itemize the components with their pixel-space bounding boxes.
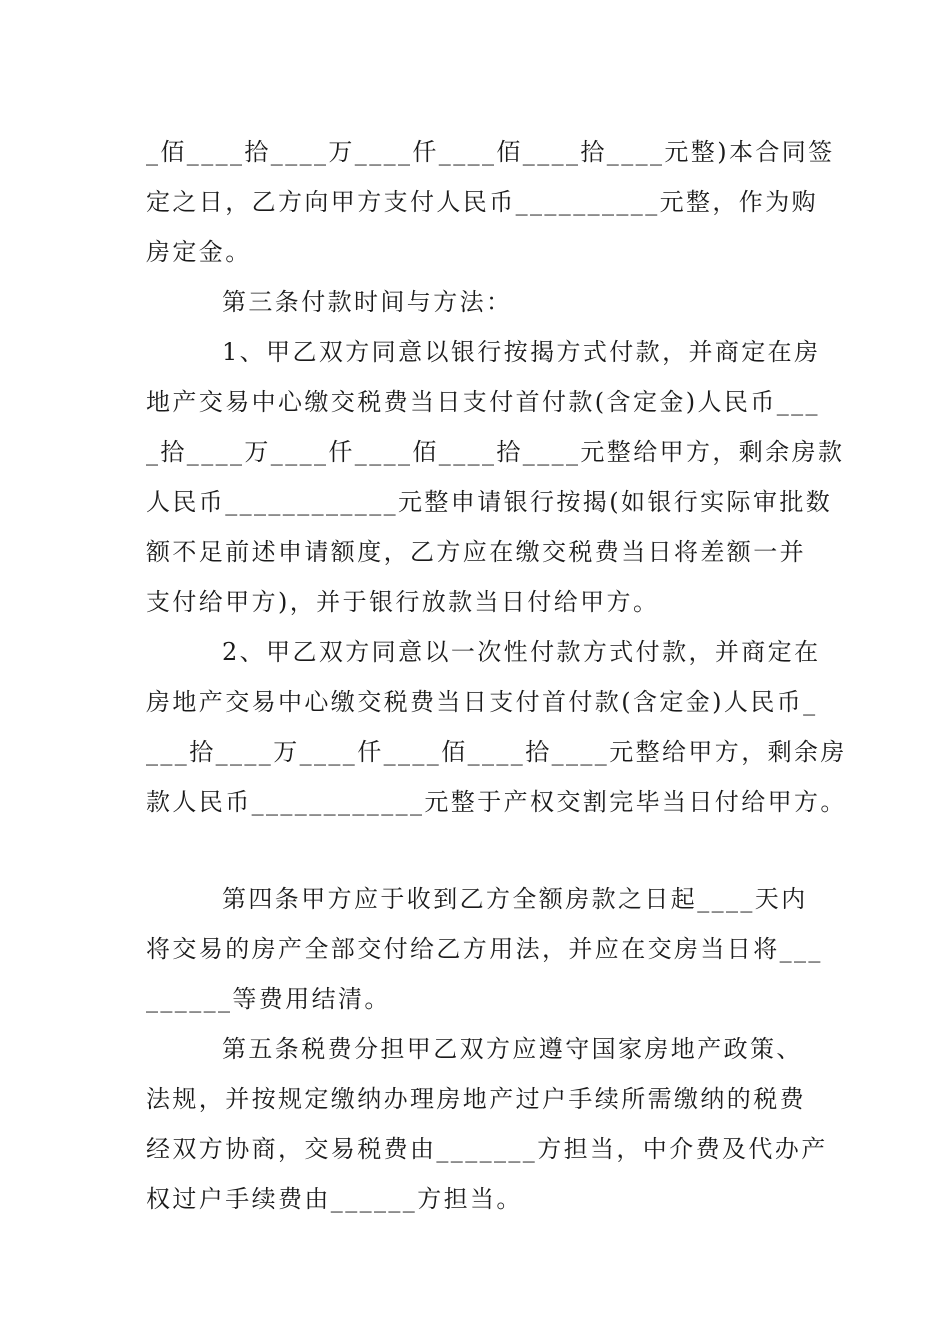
text-line: 房定金。 [146,238,252,266]
text-line: ______等费用结清。 [146,985,391,1013]
text-line: 人民币____________元整申请银行按揭(如银行实际审批数 [146,488,833,516]
article-heading: 第三条付款时间与方法： [222,288,513,316]
article-heading: 第四条甲方应于收到乙方全额房款之日起____天内 [222,885,808,913]
article-heading: 第五条税费分担甲乙双方应遵守国家房地产政策、 [222,1035,803,1063]
text-line: 款人民币____________元整于产权交割完毕当日付给甲方。 [146,788,847,816]
text-line: _拾____万____仟____佰____拾____元整给甲方，剩余房款 [146,438,845,466]
text-line: _佰____拾____万____仟____佰____拾____元整)本合同签 [146,138,835,166]
text-line: 地产交易中心缴交税费当日支付首付款(含定金)人民币___ [146,388,820,416]
text-line: ___拾____万____仟____佰____拾____元整给甲方，剩余房 [146,738,847,766]
text-line: 定之日，乙方向甲方支付人民币__________元整，作为购 [146,188,818,216]
text-line: 将交易的房产全部交付给乙方用法，并应在交房当日将___ [146,935,823,963]
text-line: 房地产交易中心缴交税费当日支付首付款(含定金)人民币_ [146,688,818,716]
text-line: 支付给甲方)，并于银行放款当日付给甲方。 [146,588,660,616]
text-line: 经双方协商，交易税费由_______方担当，中介费及代办产 [146,1135,828,1163]
text-line: 2、甲乙双方同意以一次性付款方式付款，并商定在 [222,638,821,666]
text-line: 权过户手续费由______方担当。 [146,1185,523,1213]
text-line: 法规，并按规定缴纳办理房地产过户手续所需缴纳的税费 [146,1085,806,1113]
text-line: 1、甲乙双方同意以银行按揭方式付款，并商定在房 [222,338,821,366]
text-line: 额不足前述申请额度，乙方应在缴交税费当日将差额一并 [146,538,806,566]
